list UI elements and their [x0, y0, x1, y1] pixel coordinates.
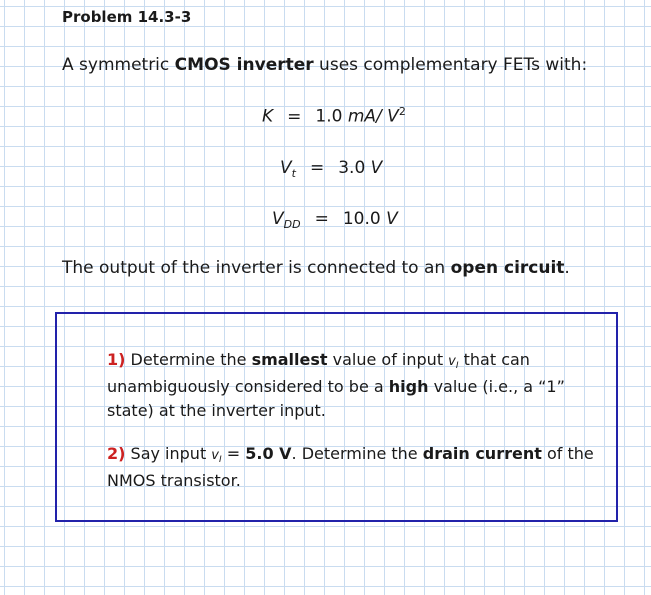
q1-number: 1): [107, 350, 126, 369]
q2-t2: =: [221, 444, 246, 463]
vt-unit: V: [370, 158, 383, 178]
intro-post: uses complementary FETs with:: [313, 55, 588, 75]
question-1: [107, 348, 597, 423]
q2-vi-subscript: I: [219, 455, 222, 465]
q2-number: 2): [107, 444, 126, 463]
intro-text: [62, 55, 587, 75]
q2-t4: of the NMOS transistor.: [107, 444, 594, 490]
q1-t3: that can unambiguously considered to be a: [107, 350, 530, 396]
q2-t3: . Determine the: [291, 444, 423, 463]
intro-bold: CMOS inverter: [174, 55, 314, 75]
equation-vdd: [272, 209, 398, 229]
open-post: .: [564, 258, 570, 278]
q1-t1: Determine the: [125, 350, 252, 369]
q2-t1: Say input: [125, 444, 212, 463]
q1-vi-subscript: I: [455, 361, 459, 371]
q1-vi-symbol: v: [448, 354, 456, 369]
open-pre: The output of the inverter is connected to an: [62, 258, 451, 278]
k-value: 1.0: [315, 106, 343, 127]
vdd-equals: =: [314, 209, 329, 229]
k-symbol: K: [262, 106, 274, 127]
equation-vt: [280, 158, 382, 178]
vt-subscript: t: [291, 167, 296, 180]
q1-t2: value of input: [327, 350, 449, 369]
q2-b2: drain current: [422, 444, 542, 463]
q2-vi-symbol: v: [211, 448, 219, 463]
q1-b2: high: [388, 377, 429, 396]
vdd-unit: V: [386, 209, 398, 229]
open-circuit-text: [62, 258, 570, 278]
vt-symbol: V: [280, 158, 292, 178]
open-bold: open circuit: [450, 258, 565, 278]
problem-title: Problem 14.3-3: [62, 8, 192, 26]
q1-b1: smallest: [251, 350, 328, 369]
k-equals: =: [287, 106, 302, 127]
vt-value: 3.0: [338, 158, 366, 178]
question-2: [107, 442, 597, 493]
vdd-value: 10.0: [342, 209, 381, 229]
intro-pre: A symmetric: [62, 55, 175, 75]
k-unit: mA/ V: [347, 106, 399, 127]
vt-equals: =: [309, 158, 325, 178]
k-exponent: 2: [398, 105, 406, 118]
q1-t4: value (i.e., a “1” state) at the inverter input.: [107, 377, 565, 420]
vdd-subscript: DD: [283, 218, 301, 231]
vdd-symbol: V: [272, 209, 284, 229]
q2-b1: 5.0 V: [245, 444, 292, 463]
equation-k: [262, 105, 406, 127]
